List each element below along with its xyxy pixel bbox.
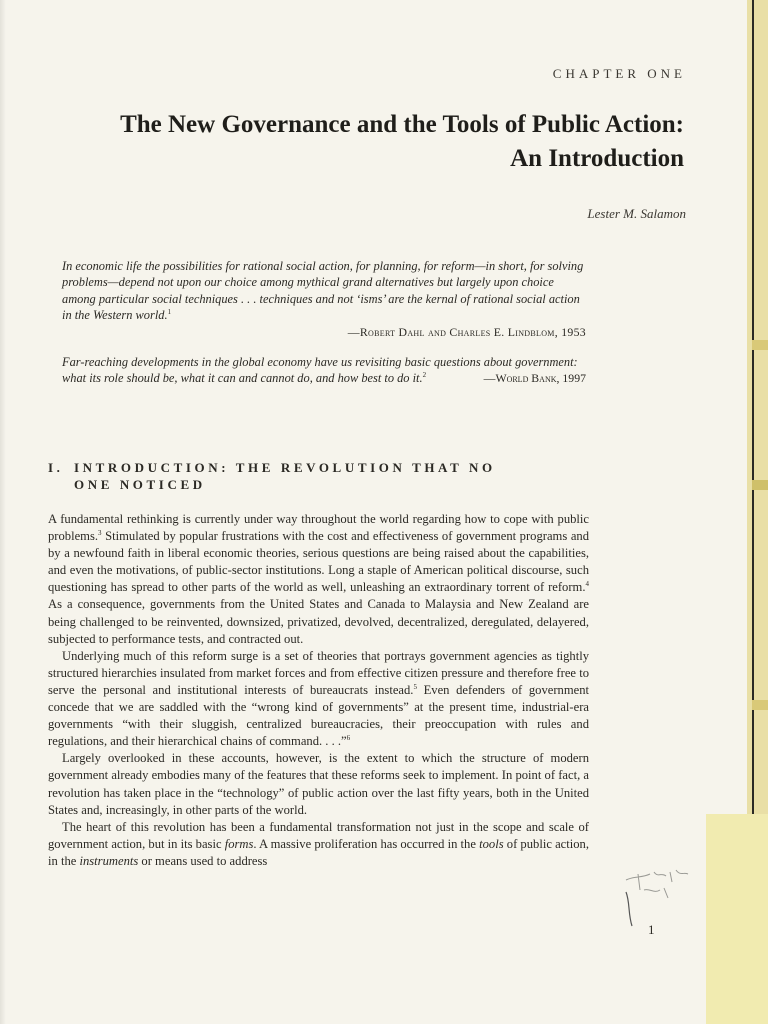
body-paragraph [48,511,589,648]
author-name: Lester M. Salamon [587,206,686,221]
page-tab-mark [752,340,768,350]
footnote-ref: 5 [413,682,417,691]
page-edge-shadow [0,0,6,1024]
paragraph-text: The heart of this revolution has been a fundamental transformation not just in the scope and scale of government action, but in its basic [48,819,589,851]
body-text [48,511,589,870]
epigraph-1-attribution: —Robert Dahl and Charles E. Lindblom, 1953 [347,324,586,339]
body-paragraph [48,750,589,818]
epigraph-2-attribution: —World Bank, 1997 [483,371,586,386]
section-title-line2: ONE NOTICED [74,477,206,492]
emphasized-term: forms [224,836,254,851]
handwritten-note [624,868,694,928]
epigraph-2-text: Far-reaching developments in the global economy have us revisiting basic questions about government: what its role should be, what it can and cannot do, and how best to do it. [62,355,578,386]
emphasized-term: instruments [79,853,139,868]
footnote-ref: 2 [422,371,427,380]
paragraph-text: or means used to address [138,853,268,868]
paragraph-text: . A massive proliferation has occurred in the [253,836,480,851]
epigraph-1-text: In economic life the possibilities for rational social action, for planning, for reform—in short, for solving problems—depend not upon our choice among mythical grand alternatives but largely upon choice among particular social techniques . . . techniques and not ‘isms’ are the kernal of rational social action in the Western world. [62,259,584,323]
paragraph-text: Stimulated by popular frustrations with the cost and effectiveness of government programs and by a newfound faith in liberal economic theories, serious questions are being raised about the capabilities, and even the motivations, of public-sector institutions. Long a staple of American political discourse, such questioning has spread to other parts of the world as well, unleashing an extraordinary torrent of reform. [48,529,589,595]
footnote-ref: 6 [346,734,351,743]
chapter-label: CHAPTER ONE [552,66,686,81]
paragraph-text: Underlying much of this reform surge is a set of theories that portrays government agencies as tightly structured hierarchies insulated from market forces and from effective citizen pressure and therefore free to serve the personal and institutional interests of bureaucrats instead. [48,648,589,697]
section-number: I. [48,460,64,475]
paragraph-text: of public action, in the [48,836,589,868]
footnote-ref: 1 [167,308,172,317]
paragraph-text: A fundamental rethinking is currently under way throughout the world regarding how to cope with public problems. [48,512,589,544]
paragraph-text: As a consequence, governments from the United States and Canada to Malaysia and New Zealand are being challenged to be reinvented, downsized, privatized, devolved, decentralized, deregulated, delayered, subjected to performance tests, and contracted out. [48,597,589,646]
chapter-title: The New Governance and the Tools of Public Action: An Introduction [120,111,684,172]
footnote-ref: 3 [98,528,102,537]
page-tab-mark [752,700,768,710]
section-title-line1: INTRODUCTION: THE REVOLUTION THAT NO [74,460,496,475]
paragraph-text: Even defenders of government concede that we are saddled with the “wrong kind of governments” at the present time, industrial-era governments “with their sluggish, centralized bureaucracies, their preoccupation with rules and regulations, and their hierarchical chains of command. . . .” [48,682,589,749]
page-number: 1 [648,922,655,937]
body-paragraph [48,819,589,870]
emphasized-term: tools [479,836,504,851]
body-paragraph [48,648,589,751]
paragraph-text: Largely overlooked in these accounts, however, is the extent to which the structure of modern government already embodies many of the features that these reforms seek to implement. In point of fact, a revolution has taken place in the “technology” of public action over the last fifty years, both in the United States and, increasingly, in other parts of the world. [48,751,589,817]
epigraph-2 [62,354,586,387]
epigraph-1 [62,258,586,340]
page-tab-mark [752,480,768,490]
footnote-ref: 4 [585,580,589,589]
section-heading [48,459,588,493]
sticky-note [706,814,768,1024]
